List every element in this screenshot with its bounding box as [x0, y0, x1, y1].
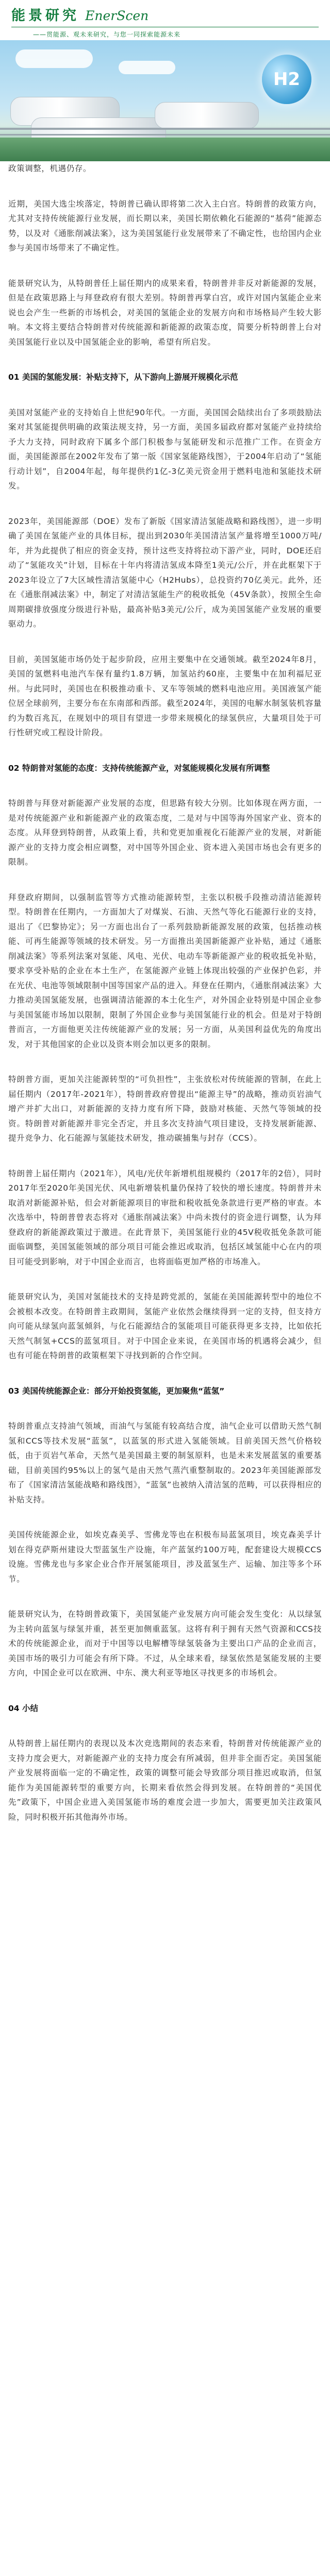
paragraph: 能景研究认为，在特朗普政策下，美国氢能产业发展方向可能会发生变化：从以绿氢为主转向蓝氢与绿氢并重，甚至更加侧重蓝氢。这将有利于拥有天然气资源和CCS技术的传统能源企业，而对于中国等以电解槽等绿氢装备为主要出口产品的企业而言，美国市场的吸引力可能会有所下降。不过，从全球来看，绿氢依然是氢能发展的主要方向，中国企业可以在欧洲、中东、澳大利亚等地区寻找更多的市场机会。 [8, 1609, 322, 1677]
pipe [0, 128, 330, 130]
paragraph: 目前，美国氢能市场仍处于起步阶段，应用主要集中在交通领域。截至2024年8月，美国的氢燃料电池汽车保有量约1.8万辆，加氢站约60座，主要集中在加利福尼亚州。与此同时，美国也在积极推动重卡、叉车等领域的燃料电池应用。美国液氢产能位居全球前列，主要分布在东南部和西部。截至2024年，美国的电解水制氢装机容量约为数百兆瓦，在规划中的项目有望进一步带来规模化的绿氢供应，大量项目处于可行性研究或工程设计阶段。 [8, 654, 322, 737]
masthead-title-cn: 能景研究 [11, 8, 79, 24]
paragraph: 美国传统能源企业，如埃克森美孚、雪佛龙等也在积极布局蓝氢项目，埃克森美孚计划在得克萨斯州建设大型蓝氢生产设施，年产蓝氢约100万吨，配套建设大规模CCS设施。雪佛龙也与多家企业合作开展氢能项目，涉及蓝氢生产、运输、加注等多个环节。 [8, 1530, 322, 1584]
paragraph: 从特朗普上届任期内的表现以及本次竞选期间的表态来看，特朗普对传统能源产业的支持力度会更大，对新能源产业的支持力度会有所减弱，但并非全面否定。美国氢能产业发展将面临一定的不确定性，政策的调整可能会导致部分项目推迟或取消，但氢能作为美国能源转型的重要方向，长期来看依然会得到发展。在特朗普的“美国优先”政策下，中国企业进入美国氢能市场的难度会进一步加大，需要更加关注政策风险，同时积极开拓其他海外市场。 [8, 1739, 322, 1822]
paragraph: 特朗普方面，更加关注能源转型的“可负担性”，主张放松对传统能源的管制，在此上届任期内（2017年-2021年），特朗普政府曾提出“能源主导”的战略，推动页岩油气增产并扩大出口，对新能源的支持力度有所下降，鼓励对核能、天然气等领域的投资。特朗普对新能源并非完全否定，并且多次支持油气项目建设，支持发展新能源、提升竞争力、化石能源与氢能技术研发，推动碳捕集与封存（CCS）。 [8, 1075, 322, 1143]
hero-image [0, 40, 330, 161]
masthead-slogan: ——贯能源、观未来研究，与您一同探索能源未来 [33, 31, 181, 38]
paragraph: 特朗普与拜登对新能源产业发展的态度，但思路有较大分别。比如体现在两方面，一是对传统能源产业和新能源产业的政策态度，二是对与中国等海外国家产业、资本的态度。从拜登到特朗普，从政策上看，共和党更加重视化石能源产业的发展，对新能源产业的支持力度会相应调整，对中国等外国企业、资本进入美国市场也会有更多的限制。 [8, 799, 322, 867]
paragraph: 政策调整，机遇仍存。 [8, 164, 92, 173]
masthead [0, 0, 330, 40]
storage-tank [155, 102, 259, 129]
cloud-shape [119, 61, 175, 74]
section-heading: 02 特朗普对氢能的态度：支持传统能源产业，对氢能规模化发展有所调整 [8, 763, 270, 773]
paragraph: 2023年，美国能源部（DOE）发布了新版《国家清洁氢能战略和路线图》，进一步明确了美国在氢能产业的具体目标，提出到2030年美国清洁氢产量将增至1000万吨/年，并为此提供了相应的资金支持，预计这些支持将拉动下游产业，同时，DOE还启动了“氢能攻关”计划，目标在十年内将清洁氢成本降至1美元/公斤，并在此框架下于2023年设立了7大区域性清洁氢能中心（H2Hubs），总投资约70亿美元。此外，还在《通胀削减法案》中，制定了对清洁氢能生产的税收抵免（45V条款），按照全生命周期碳排放强度分级进行补贴，最高补贴3美元/公斤，成为美国氢能产业发展的重要驱动力。 [8, 516, 322, 629]
masthead-title-en: EnerScen [85, 8, 149, 23]
paragraph: 特朗普上届任期内（2021年），风电/光伏年新增机组规模约（2017年的2倍），同时2017年至2020年美国光伏、风电新增装机量仍保持了较快的增长速度。特朗普并未取消对新能源补贴，但会对新能源项目的审批和税收抵免条款进行更严格的审查。本次选举中，特朗普曾表态将对《通胀削减法案》中尚未拨付的资金进行调整，认为拜登政府的新能源政策过于激进。在此背景下，美国氢能行业的45V税收抵免条款可能面临调整，美国氢能领域的部分项目可能会推迟或取消，包括区域氢能中心在内的项目可能受到影响，对于中国企业而言，也将面临更加严格的市场准入。 [8, 1168, 322, 1266]
paragraph: 能景研究认为，美国对氢能技术的支持是跨党派的，氢能在美国能源转型中的地位不会被根本改变。在特朗普主政期间，氢能产业依然会继续得到一定的支持，但支持方向可能从绿氢向蓝氢倾斜，与化石能源结合的氢能项目可能获得更多支持，比如依托天然气制氢+CCS的蓝氢项目。对于中国企业来说，在美国市场的机遇将会减少，但也有可能在特朗普的政策框架下寻找到新的合作空间。 [8, 1292, 322, 1360]
article-body [0, 161, 330, 1824]
section-heading: 04 小结 [8, 1703, 38, 1713]
paragraph: 特朗普重点支持油气领域，而油气与氢能有较高结合度，油气企业可以借助天然气制氢和CCS等技术发展“蓝氢”，以蓝氢的形式进入氢能领域。目前美国天然气价格较低，由于页岩气革命，天然气是美国最主要的制氢原料，也是未来发展蓝氢的重要基础，目前美国约95%以上的氢气是由天然气蒸汽重整制取的。2023年美国能源部发布了《国家清洁氢能战略和路线图》，“蓝氢”也被纳入清洁氢的范畴，可以获得相应的补贴支持。 [8, 1421, 322, 1504]
grass [0, 138, 330, 161]
cloud-shape [15, 49, 93, 68]
paragraph: 美国对氢能产业的支持始自上世纪90年代。一方面，美国国会陆续出台了多项鼓励法案对其氢能提供明确的政策法规支持，另一方面，美国多届政府都对氢能产业持续给予大力支持，同时政府下属多个部门积极参与氢能研发和示范推广工作。在资金方面，美国能源部在2002年发布了第一版《国家氢能路线图》，于2004年启动了“氢能行动计划”，自2004年起，每年提供约1亿-3亿美元资金用于燃料电池和氢能技术研发。 [8, 408, 322, 490]
pipe [0, 134, 330, 135]
paragraph: 拜登政府期间，以强制监管等方式推动能源转型，主张以积极手段推动清洁能源转型。特朗普在任期内，一方面加大了对煤炭、石油、天然气等化石能源行业的支持，退出了《巴黎协定》；另一方面也出台了一系列鼓励新能源发展的政策，包括推动核能、可再生能源等领域的技术研发。另一方面推出美国新能源产业补贴，通过《通胀削减法案》等系列法案对氢能、风电、光伏、电动车等新能源产业的税收抵免补贴，要求享受补贴的企业在本土生产，在氢能源产业链上体现出较强的产业保护色彩，并在光伏、电池等领域限制中国等国家产品的进入。拜登在任期内，《通胀削减法案》大力推动美国氢能发展，也强调清洁能源的本土化生产，对外国企业特别是中国企业参与美国氢能市场加以限制，限制了外国企业参与美国氢能行业的机会。但是对于特朗普而言，一方面他更关注传统能源产业的发展；另一方面，从美国利益优先的角度出发，对于其他国家的企业以及资本则会加以更多的限制。 [8, 892, 322, 1049]
section-heading: 01 美国的氢能发展：补贴支持下，从下游向上游展开规模化示范 [8, 372, 238, 382]
h2-icon: H2 [262, 55, 311, 104]
section-heading: 03 美国传统能源企业：部分开始投资氢能，更加聚焦“蓝氢” [8, 1386, 225, 1396]
paragraph: 能景研究认为，从特朗普任上届任期内的成果来看，特朗普并非反对新能源的发展，但是在政策思路上与拜登政府有很大差别。特朗普再掌白宫，或许对国内氢能企业来说也会产生一些新的市场机会，对美国的氢能企业的发展方向和市场格局产生较大影响。本文将主要结合特朗普对传统能源和新能源的政策态度，简要分析特朗普上台对美国氢能行业以及中国氢能企业的影响，希望有所启发。 [8, 278, 322, 347]
paragraph: 近期，美国大选尘埃落定，特朗普已确认即将第二次入主白宫。特朗普的政策方向，尤其对支持传统能源行业发展，而长期以来，美国长期依赖化石能源的“基荷”能源态势，以及对《通胀削减法案》，这为美国氢能行业发展带来了不确定性，也给国内企业参与美国市场带来了不确定性。 [8, 199, 322, 252]
